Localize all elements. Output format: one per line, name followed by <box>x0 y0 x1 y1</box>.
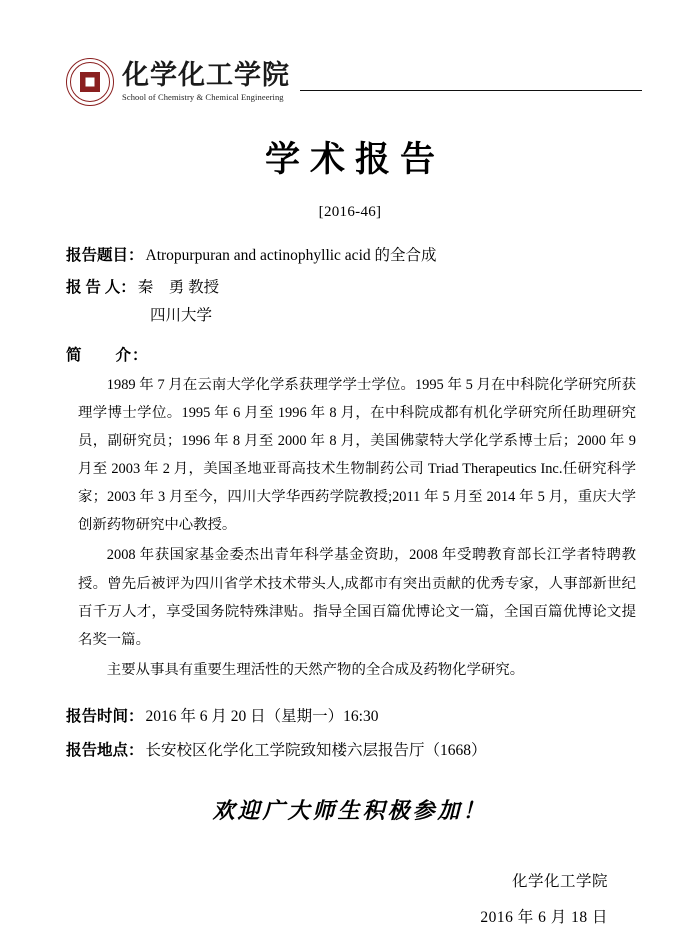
welcome-line: 欢迎广大师生积极参加！ <box>212 797 488 824</box>
signature-unit: 化学化工学院 <box>511 872 608 890</box>
field-time <box>66 704 642 726</box>
field-topic <box>66 243 642 265</box>
school-name-cn: 化学化工学院 <box>122 59 290 91</box>
meta-fields <box>58 243 642 365</box>
document-number: [2016-46] <box>318 204 382 220</box>
speaker-affiliation: 四川大学 <box>150 307 213 324</box>
speaker-value: 秦 勇 教授 <box>137 279 220 296</box>
topic-label: 报告题目： <box>66 247 144 264</box>
event-details <box>58 704 642 760</box>
paragraph: 2008 年获国家基金委杰出青年科学基金资助，2008 年受聘教育部长江学者特聘教授。曾先后被评为四川省学术技术带头人,成都市有突出贡献的优秀专家，人事部新世纪百千万人才，享受国务院特殊津贴。指导全国百篇优博论文一篇，全国百篇优博论文提名奖一篇。 <box>78 547 636 648</box>
paragraph: 主要从事具有重要生理活性的天然产物的全合成及药物化学研究。 <box>106 661 525 678</box>
speaker-label: 报 告 人： <box>66 279 136 296</box>
school-name-en: School of Chemistry & Chemical Engineering <box>122 91 284 102</box>
biography-body <box>58 371 642 684</box>
field-place <box>66 738 642 760</box>
university-seal-icon <box>66 58 114 106</box>
letterhead-text <box>122 59 290 103</box>
place-label: 报告地点： <box>66 741 144 759</box>
letterhead <box>58 0 642 106</box>
time-value: 2016 年 6 月 20 日（星期一）16:30 <box>145 707 379 725</box>
signature-block <box>58 869 642 927</box>
place-value: 长安校区化学化工学院致知楼六层报告厅（1668） <box>145 741 487 759</box>
letterhead-rule <box>300 90 642 91</box>
time-label: 报告时间： <box>66 707 144 725</box>
page-title: 学术报告 <box>264 139 445 180</box>
topic-value: Atropurpuran and actinophyllic acid 的全合成 <box>145 247 437 264</box>
paragraph: 1989 年 7 月在云南大学化学系获理学学士学位。1995 年 5 月在中科院化学研究所获理学博士学位。1995 年 6 月至 1996 年 8 月，在中科院成都有机化学研究所任助理研究员，副研究员；1996 年 8 月至 2000 年 8 月，美国佛蒙特大学化学系博士后；2000 年 9 月至 2003 年 2 月，美国圣地亚哥高技术生物制药公司 Triad Therapeutics Inc.任研究科学家；2003 年 3 月至今，四川大学华西药学院教授;2011 年 5 月至 2014 年 5 月，重庆大学创新药物研究中心教授。 <box>78 377 636 534</box>
intro-label: 简 介： <box>66 347 149 364</box>
signature-date: 2016 年 6 月 18 日 <box>480 908 608 926</box>
field-speaker <box>66 275 642 297</box>
seal-inner-ring <box>70 62 110 102</box>
